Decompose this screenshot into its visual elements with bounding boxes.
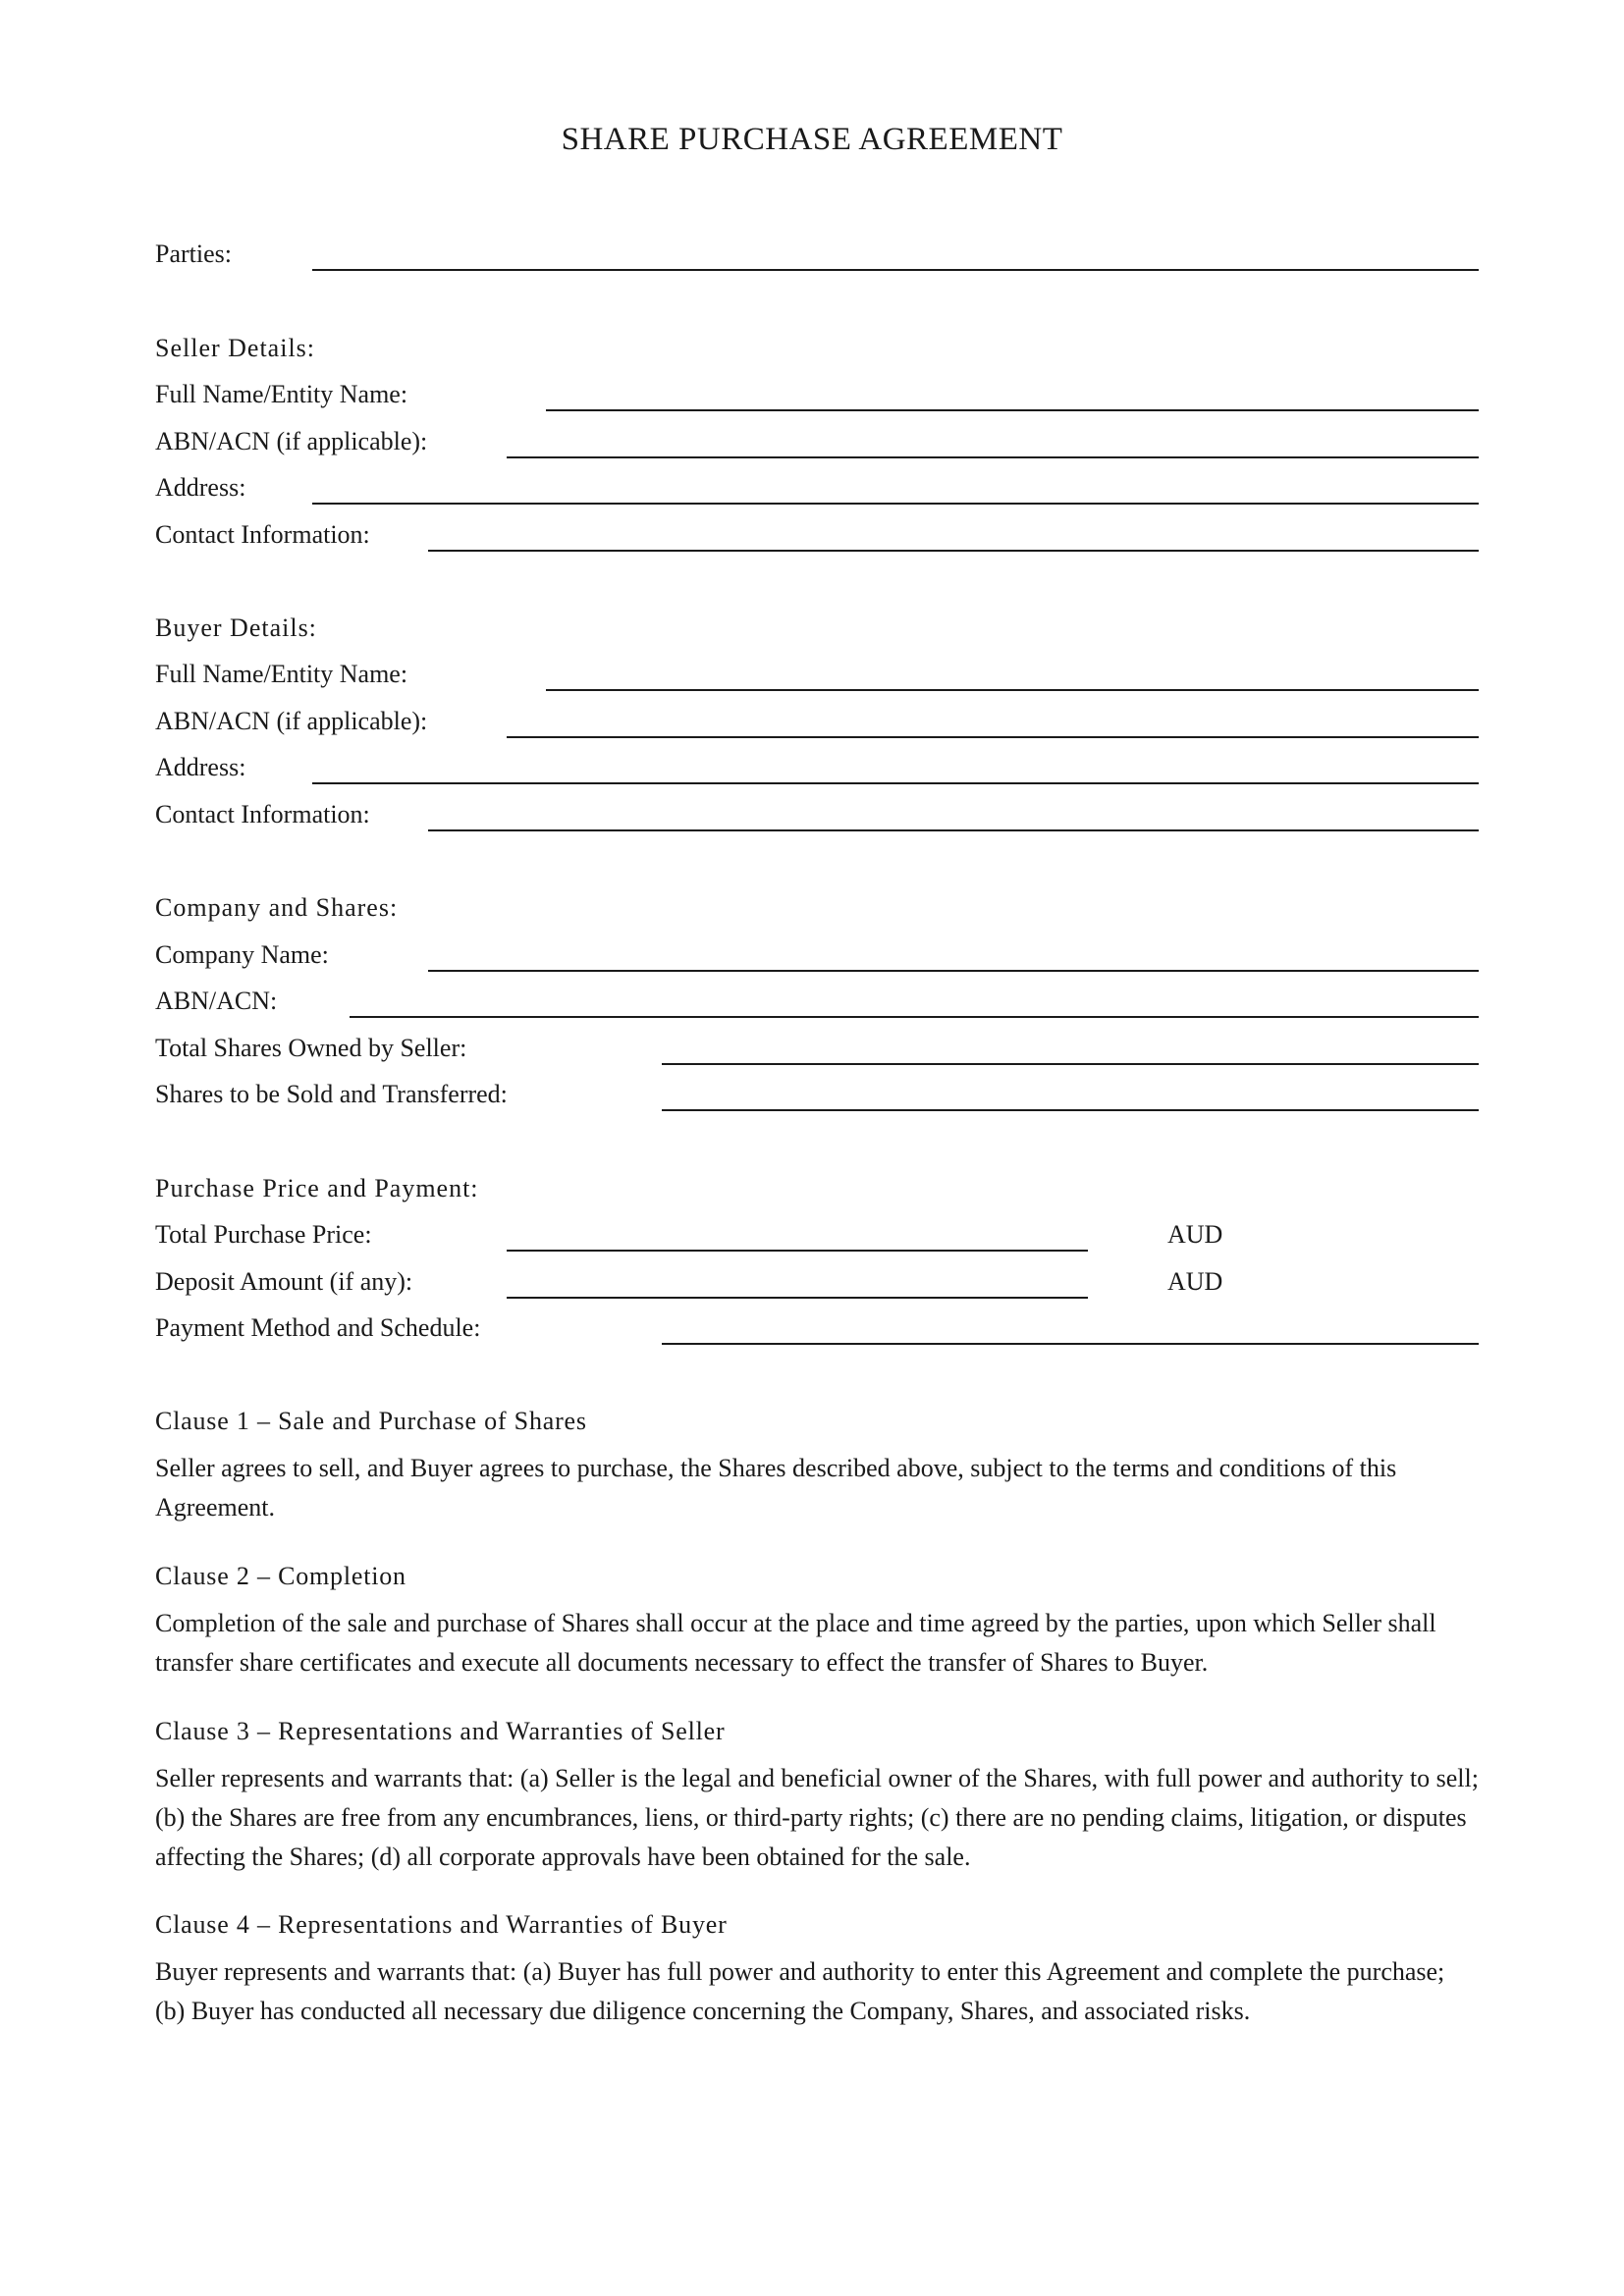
total-price-label: Total Purchase Price: [155, 1220, 372, 1249]
seller-abn-field[interactable] [507, 456, 1479, 458]
buyer-address-field[interactable] [312, 782, 1479, 784]
seller-contact-field[interactable] [428, 550, 1479, 552]
shares-sold-field[interactable] [662, 1109, 1479, 1111]
buyer-contact-label: Contact Information: [155, 800, 370, 828]
seller-address-label: Address: [155, 473, 246, 502]
buyer-abn-field[interactable] [507, 736, 1479, 738]
deposit-label: Deposit Amount (if any): [155, 1267, 413, 1296]
payment-method-label: Payment Method and Schedule: [155, 1313, 481, 1342]
seller-abn-label: ABN/ACN (if applicable): [155, 427, 428, 455]
shares-sold-label: Shares to be Sold and Transferred: [155, 1080, 508, 1108]
clause-4-body: Buyer represents and warrants that: (a) Buyer has full power and authority to enter this Agreement and complete the purchase; (b) Buyer has conducted all necessary due diligence concerning the Company, Shares, and associated risks. [155, 1957, 1445, 2025]
company-shares-heading: Company and Shares: [155, 893, 399, 922]
deposit-field[interactable] [507, 1297, 1088, 1299]
buyer-abn-label: ABN/ACN (if applicable): [155, 707, 428, 735]
seller-full-name-field[interactable] [546, 409, 1479, 411]
clause-2-body: Completion of the sale and purchase of Shares shall occur at the place and time agreed by the parties, upon which Seller shall transfer share certificates and execute all documents necessary to effect the transfer of Shares to Buyer. [155, 1609, 1436, 1677]
total-shares-field[interactable] [662, 1063, 1479, 1065]
clause-3-body: Seller represents and warrants that: (a) Seller is the legal and beneficial owner of the Shares, with full power and authority to sell; (b) the Shares are free from any encumbrances, liens, or third-party rights; (c) there are no pending claims, litigation, or disputes affecting the Shares; (d) all corporate approvals have been obtained for the sale. [155, 1764, 1479, 1871]
payment-method-field[interactable] [662, 1343, 1479, 1345]
purchase-price-heading: Purchase Price and Payment: [155, 1174, 479, 1202]
company-name-label: Company Name: [155, 940, 329, 969]
deposit-currency: AUD [1167, 1267, 1223, 1296]
seller-address-field[interactable] [312, 503, 1479, 505]
clause-3-title: Clause 3 – Representations and Warranties of Seller [155, 1717, 726, 1745]
total-shares-label: Total Shares Owned by Seller: [155, 1034, 467, 1062]
company-name-field[interactable] [428, 970, 1479, 972]
clause-4-title: Clause 4 – Representations and Warranties of Buyer [155, 1910, 728, 1939]
seller-contact-label: Contact Information: [155, 520, 370, 549]
company-abn-field[interactable] [350, 1016, 1479, 1018]
buyer-address-label: Address: [155, 753, 246, 781]
clause-1-body: Seller agrees to sell, and Buyer agrees to purchase, the Shares described above, subject to the terms and conditions of this Agreement. [155, 1454, 1397, 1522]
total-price-currency: AUD [1167, 1220, 1223, 1249]
parties-label: Parties: [155, 240, 232, 268]
buyer-full-name-label: Full Name/Entity Name: [155, 660, 408, 688]
page-title: SHARE PURCHASE AGREEMENT [561, 122, 1063, 157]
buyer-contact-field[interactable] [428, 829, 1479, 831]
total-price-field[interactable] [507, 1250, 1088, 1252]
buyer-details-heading: Buyer Details: [155, 614, 317, 642]
clause-1-title: Clause 1 – Sale and Purchase of Shares [155, 1407, 587, 1435]
clause-2-title: Clause 2 – Completion [155, 1562, 406, 1590]
buyer-full-name-field[interactable] [546, 689, 1479, 691]
seller-details-heading: Seller Details: [155, 334, 316, 362]
seller-full-name-label: Full Name/Entity Name: [155, 380, 408, 408]
company-abn-label: ABN/ACN: [155, 987, 278, 1015]
parties-field[interactable] [312, 269, 1479, 271]
